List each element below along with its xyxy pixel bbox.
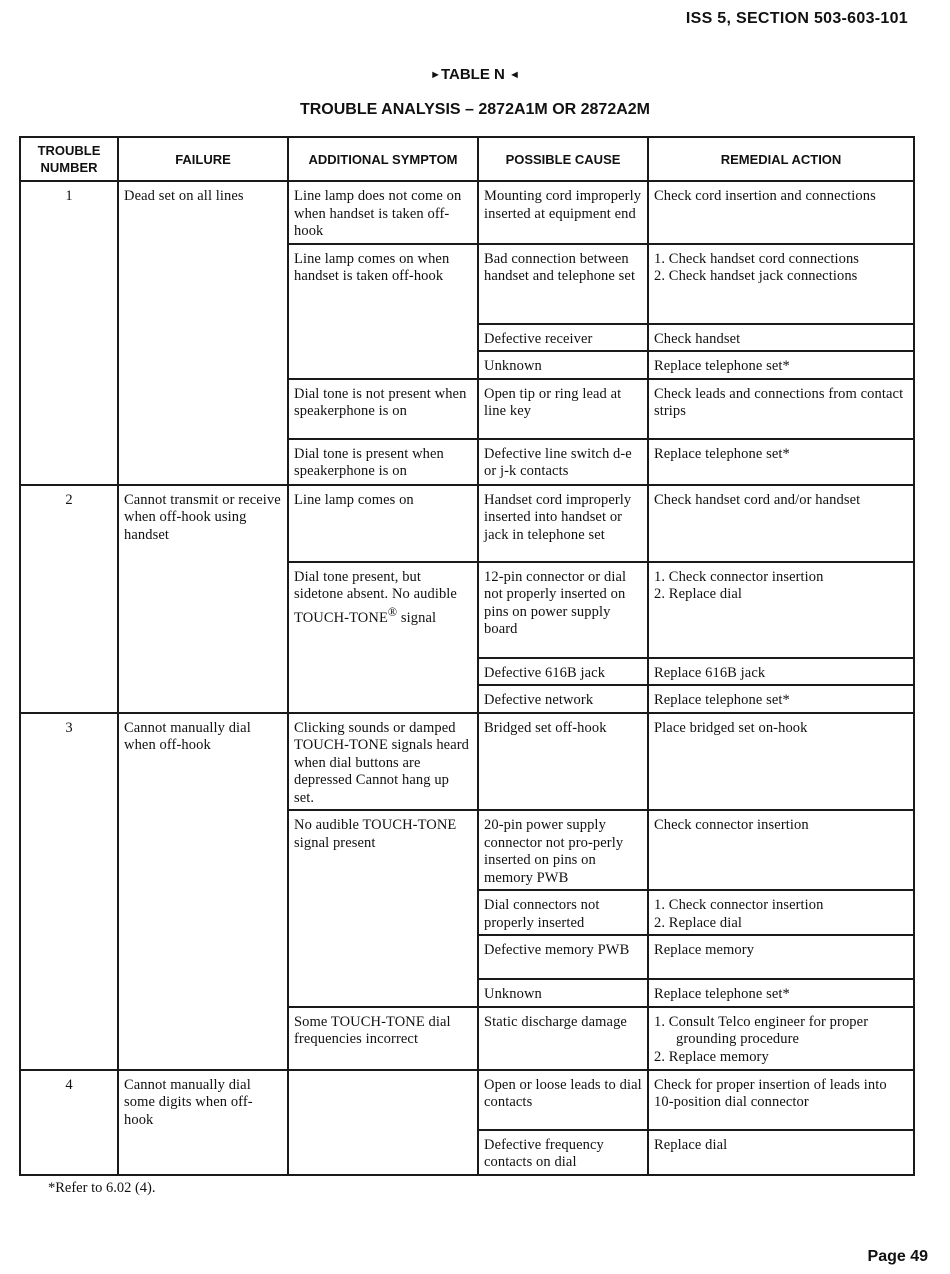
table-row [20, 1070, 914, 1130]
failure-cell: Cannot transmit or receive when off-hook using handset [118, 485, 288, 713]
symptom-cell [288, 1070, 478, 1175]
column-header-additional-symptom: ADDITIONAL SYMPTOM [288, 137, 478, 181]
cause-cell: 12-pin connector or dial not properly inserted on pins on power supply board [478, 562, 648, 658]
cause-cell: Mounting cord improperly inserted at equipment end [478, 181, 648, 244]
trouble-number-cell: 1 [20, 181, 118, 485]
section-header: ISS 5, SECTION 503-603-101 [685, 10, 908, 27]
page-number: Page 49 [867, 1248, 928, 1265]
cause-cell: Unknown [478, 351, 648, 379]
symptom-cell: Line lamp comes on when handset is taken off-hook [288, 244, 478, 379]
action-step: 1. Check handset cord connections [654, 250, 860, 267]
action-cell: Check cord insertion and connections [648, 181, 914, 244]
action-cell: Replace memory [648, 935, 914, 979]
footnote: *Refer to 6.02 (4). [48, 1180, 156, 1196]
symptom-cell: Dial tone is not present when speakerphone is on [288, 379, 478, 439]
symptom-text-end: signal [400, 609, 437, 626]
cause-cell: Static discharge damage [478, 1007, 648, 1070]
failure-cell: Cannot manually dial some digits when off-hook [118, 1070, 288, 1175]
action-cell: Replace telephone set* [648, 351, 914, 379]
cause-cell: Handset cord improperly inserted into handset or jack in telephone set [478, 485, 648, 562]
table-row [20, 181, 914, 244]
cause-cell: Bridged set off-hook [478, 713, 648, 811]
symptom-cell: No audible TOUCH-TONE signal present [288, 810, 478, 1007]
cause-cell: Defective frequency contacts on dial [478, 1130, 648, 1175]
action-cell: Check handset cord and/or handset [648, 485, 914, 562]
cause-cell: Bad connection between handset and telephone set [478, 244, 648, 324]
symptom-cell: Dial tone is present when speakerphone is on [288, 439, 478, 485]
header-row [20, 137, 914, 181]
symptom-cell: Some TOUCH-TONE dial frequencies incorrect [288, 1007, 478, 1070]
action-step: 2. Replace memory [654, 1048, 769, 1065]
symptom-text: Dial tone present, but sidetone absent. No audible TOUCH-TONE [294, 568, 457, 626]
right-arrow-icon: ► [430, 69, 441, 81]
registered-mark: ® [387, 604, 398, 619]
cause-cell: Unknown [478, 979, 648, 1007]
column-header-trouble-number: TROUBLE NUMBER [20, 137, 118, 181]
cause-cell: Defective network [478, 685, 648, 713]
action-step: 2. Replace dial [654, 914, 743, 931]
cause-cell: Open tip or ring lead at line key [478, 379, 648, 439]
action-cell: Replace dial [648, 1130, 914, 1175]
cause-cell: Defective line switch d-e or j-k contacts [478, 439, 648, 485]
cause-cell: Defective receiver [478, 324, 648, 352]
action-cell: Check for proper insertion of leads into 10-position dial connector [648, 1070, 914, 1130]
cause-cell: Open or loose leads to dial contacts [478, 1070, 648, 1130]
cause-cell: Defective 616B jack [478, 658, 648, 686]
failure-cell: Dead set on all lines [118, 181, 288, 485]
cause-cell: Dial connectors not properly inserted [478, 890, 648, 935]
symptom-cell: Line lamp comes on [288, 485, 478, 562]
trouble-number-cell: 2 [20, 485, 118, 713]
failure-cell: Cannot manually dial when off-hook [118, 713, 288, 1070]
action-cell [648, 890, 914, 935]
action-cell: Check connector insertion [648, 810, 914, 890]
action-cell [648, 244, 914, 324]
cause-cell: 20-pin power supply connector not pro-perly inserted on pins on memory PWB [478, 810, 648, 890]
trouble-analysis-table [19, 136, 915, 1176]
action-cell: Replace telephone set* [648, 685, 914, 713]
column-header-possible-cause: POSSIBLE CAUSE [478, 137, 648, 181]
cause-cell: Defective memory PWB [478, 935, 648, 979]
action-cell: Check leads and connections from contact strips [648, 379, 914, 439]
column-header-failure: FAILURE [118, 137, 288, 181]
action-step: 1. Check connector insertion [654, 897, 824, 913]
left-arrow-icon: ◄ [509, 69, 520, 81]
table-label-line [0, 66, 950, 83]
action-step: 2. Check handset jack connections [654, 268, 858, 284]
action-cell: Place bridged set on-hook [648, 713, 914, 811]
action-cell: Replace 616B jack [648, 658, 914, 686]
symptom-cell [288, 562, 478, 713]
column-header-remedial-action: REMEDIAL ACTION [648, 137, 914, 181]
trouble-number-cell: 3 [20, 713, 118, 1070]
action-cell: Replace telephone set* [648, 439, 914, 485]
table-title: TROUBLE ANALYSIS – 2872A1M OR 2872A2M [299, 101, 651, 118]
action-step: 2. Replace dial [654, 586, 743, 602]
action-step: 1. Consult Telco engineer for proper grounding procedure [654, 1013, 869, 1047]
action-cell: Check handset [648, 324, 914, 352]
action-cell [648, 562, 914, 658]
action-cell: Replace telephone set* [648, 979, 914, 1007]
trouble-number-cell: 4 [20, 1070, 118, 1175]
action-step: 1. Check connector insertion [654, 568, 824, 585]
table-label: TABLE N [440, 66, 505, 83]
symptom-cell: Clicking sounds or damped TOUCH-TONE signals heard when dial buttons are depressed Cannot hang up set. [288, 713, 478, 811]
action-cell [648, 1007, 914, 1070]
table-row [20, 713, 914, 811]
symptom-cell: Line lamp does not come on when handset is taken off-hook [288, 181, 478, 244]
table-row [20, 485, 914, 562]
